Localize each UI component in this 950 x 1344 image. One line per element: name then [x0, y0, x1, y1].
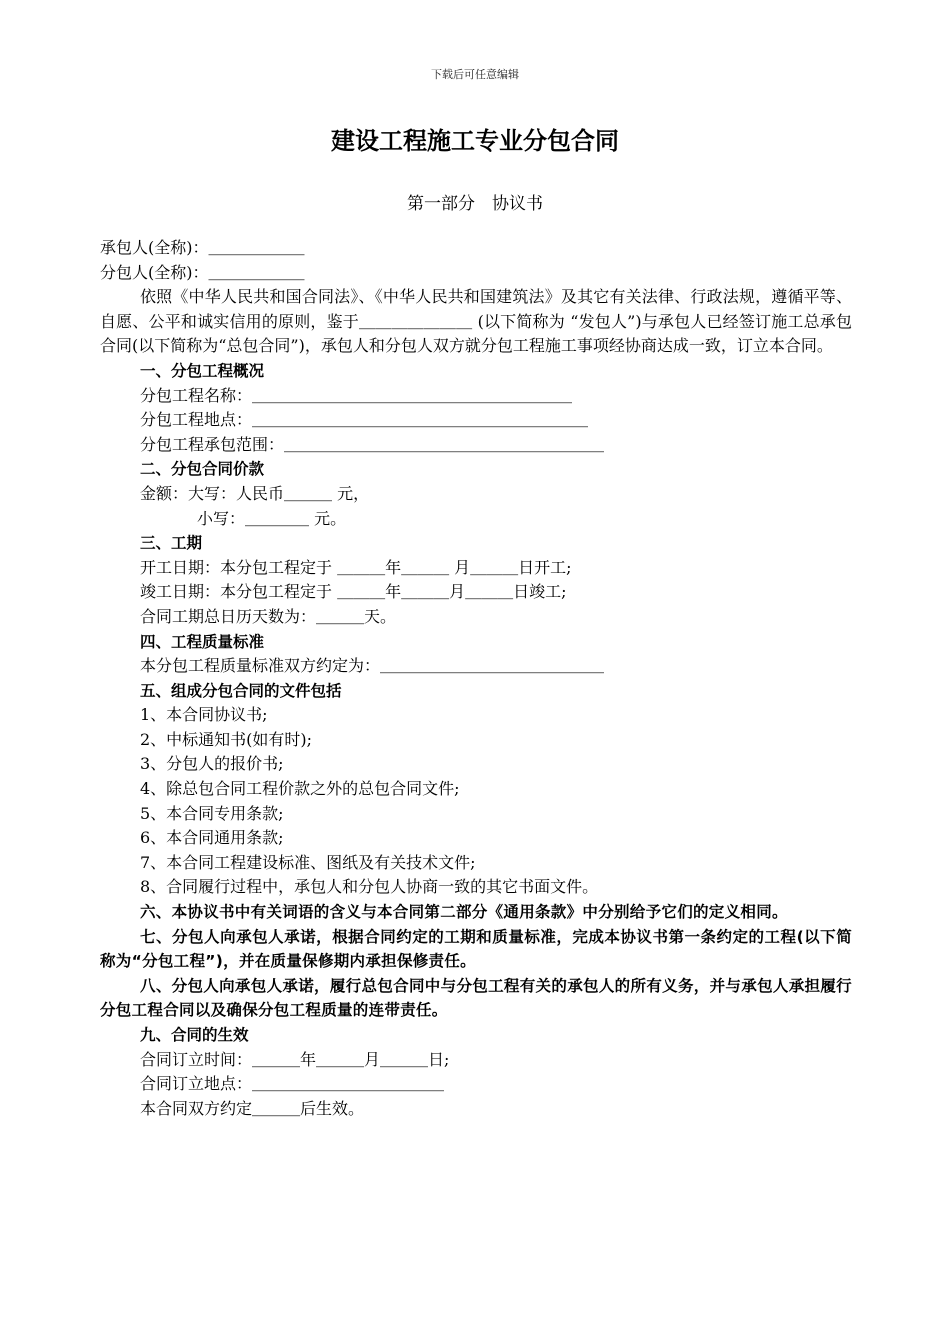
list-item: 7、本合同工程建设标准、图纸及有关技术文件;	[140, 852, 476, 872]
quality-standard-line: 本分包工程质量标准双方约定为：＿＿＿＿＿＿＿＿＿＿＿＿＿＿	[140, 656, 605, 676]
section-1-heading: 一、分包工程概况	[140, 361, 265, 380]
list-item: 5、本合同专用条款;	[140, 803, 284, 823]
amount-upper-line: 金额：大写：人民币＿＿＿ 元，	[140, 483, 370, 503]
section-6-paragraph: 六、本协议书中有关词语的含义与本合同第二部分《通用条款》中分别给予它们的定义相同。	[140, 903, 788, 922]
document-title: 建设工程施工专业分包合同	[331, 127, 619, 155]
signing-place-line: 合同订立地点：＿＿＿＿＿＿＿＿＿＿＿＿	[140, 1074, 445, 1094]
list-item: 4、除总包合同工程价款之外的总包合同文件;	[140, 779, 460, 799]
total-days-line: 合同工期总日历天数为：＿＿＿天。	[140, 606, 397, 626]
signing-time-line: 合同订立时间：＿＿＿年＿＿＿月＿＿＿日;	[140, 1049, 450, 1069]
subproject-place-line: 分包工程地点：＿＿＿＿＿＿＿＿＿＿＿＿＿＿＿＿＿＿＿＿＿	[140, 410, 589, 430]
finish-date-line: 竣工日期：本分包工程定于 ＿＿＿年＿＿＿月＿＿＿日竣工;	[140, 582, 567, 602]
section-7-paragraph: 七、分包人向承包人承诺，根据合同约定的工期和质量标准，完成本协议书第一条约定的工程(以下简称为“分包工程”)，并在质量保修期内承担保修责任。	[100, 927, 852, 971]
section-3-heading: 三、工期	[140, 534, 203, 553]
list-item: 8、合同履行过程中，承包人和分包人协商一致的其它书面文件。	[140, 877, 599, 897]
subproject-name-line: 分包工程名称：＿＿＿＿＿＿＿＿＿＿＿＿＿＿＿＿＿＿＿＿	[140, 385, 573, 405]
list-item: 3、分包人的报价书;	[140, 754, 284, 774]
amount-lower-line: 小写：＿＿＿＿ 元。	[197, 508, 347, 528]
list-item: 6、本合同通用条款;	[140, 828, 284, 848]
section-9-heading: 九、合同的生效	[140, 1026, 249, 1044]
intro-paragraph: 依照《中华人民共和国合同法》、《中华人民共和国建筑法》及其它有关法律、行政法规，遵循平等、 自愿、公平和诚实信用的原则，鉴于＿＿＿＿＿＿＿ (以下简称为 “发包人”)与承包人已经签订施工总承包合同(以下简称为“总包合同”)，承包人和分包人双方就分包工程施工事项经协商达成一致，订立本合同。	[100, 287, 852, 356]
header-note: 下载后可任意编辑	[431, 68, 519, 81]
list-item: 1、本合同协议书;	[140, 705, 268, 725]
section-4-heading: 四、工程质量标准	[140, 632, 265, 651]
part-title: 第一部分 协议书	[407, 194, 543, 214]
subproject-scope-line: 分包工程承包范围：＿＿＿＿＿＿＿＿＿＿＿＿＿＿＿＿＿＿＿＿	[140, 434, 605, 454]
section-5-heading: 五、组成分包合同的文件包括	[140, 681, 342, 700]
subcontractor-line: 分包人(全称)：＿＿＿＿＿＿	[100, 262, 305, 282]
list-item: 2、中标通知书(如有时);	[140, 729, 313, 749]
effective-line: 本合同双方约定＿＿＿后生效。	[140, 1098, 365, 1118]
start-date-line: 开工日期：本分包工程定于 ＿＿＿年＿＿＿ 月＿＿＿日开工;	[140, 557, 572, 577]
section-8-paragraph: 八、分包人向承包人承诺，履行总包合同中与分包工程有关的承包人的所有义务，并与承包人承担履行分包工程合同以及确保分包工程质量的连带责任。	[100, 976, 852, 1020]
document-body	[100, 236, 852, 1121]
contractor-line: 承包人(全称)：＿＿＿＿＿＿	[100, 238, 305, 257]
section-2-heading: 二、分包合同价款	[140, 460, 265, 479]
